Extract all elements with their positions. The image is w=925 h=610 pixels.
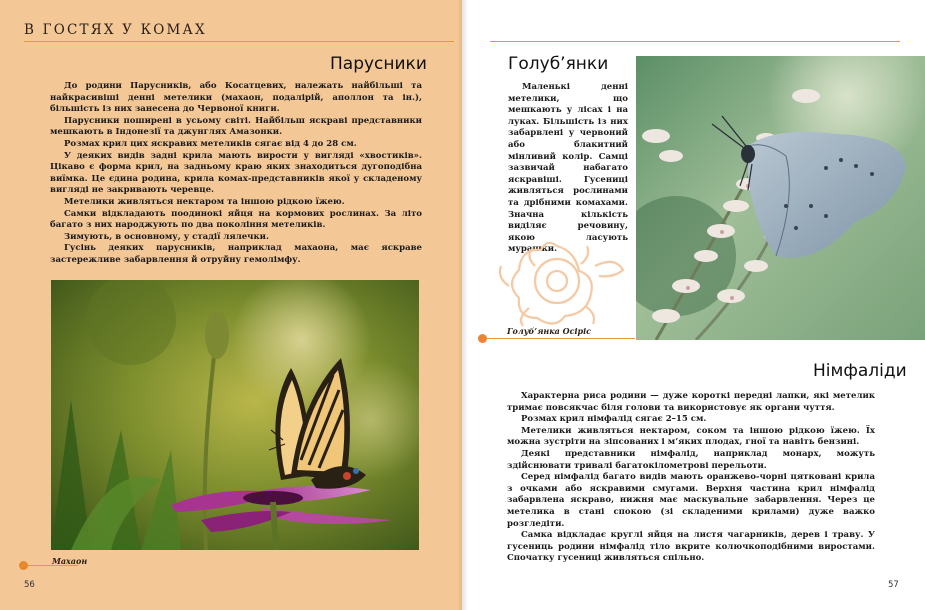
caption-bullet-icon	[19, 561, 28, 570]
holubianka-caption: Голуб’янка Осіріс	[507, 326, 592, 336]
paragraph: Розмах крил цих яскравих метеликів сягає від 4 до 28 см.	[64, 138, 357, 149]
machaon-caption: Махаон	[52, 556, 88, 566]
paragraph: До родини Парусників, або Косатцевих, належать найбільші та найкрасивіші денні метелики (махаон, подалірій, аполлон та ін.), більшість із них занесена до Червоної книги.	[50, 81, 422, 115]
parusnyky-text	[50, 81, 422, 267]
paragraph: Маленькі денні метелики, що мешкають у лісах і на луках. Більшість із них забарвлені у червоний або блакитний мінливий колір. Самці зазвичай набагато яскравіші. Гусениці живляться рослинами та дрібними комахами. Значна кількість виділяє речовину, якою ласують мурашки.	[508, 82, 628, 255]
book-spine	[458, 0, 468, 610]
paragraph: У деяких видів задні крила мають вирости у вигляді «хвостиків». Цікаво є форма крил, на задньому краю яких знаходиться дугоподібна виїмка. Це єдина родина, крила комах-представників якої у складеному вигляді не закривають черевце.	[50, 150, 422, 196]
paragraph: Серед німфалід багато видів мають оранжево-чорні цятковані крила з очками або яскравими смугами. Верхня частина крил німфалід забарвлена яскраво, нижня має маскувальне забарвлення. Через це метелика в стані спокою (зі складеними крилами) дуже важко розгледіти.	[507, 472, 875, 529]
page-number-left: 56	[24, 580, 35, 590]
header-rule-right	[490, 41, 900, 42]
section-title-holubianky: Голуб’янки	[508, 54, 609, 74]
paragraph: Метелики живляться нектаром, соком та іншою рідкою їжею. Їх можна зустріти на зіпсованих і м’яких плодах, гної та навіть бензині.	[507, 425, 875, 448]
paragraph: Гусінь деяких парусників, наприклад махаона, має яскраве застережливе забарвлення й отруйну гемолімфу.	[50, 243, 422, 265]
paragraph: Самка відкладає круглі яйця на листя чагарників, дерев і траву. У гусениць родини німфалід тіло вкрите колючкоподібними виростами. Спочатку гусениці живляться спільно.	[507, 530, 875, 564]
nimfalidy-text	[507, 391, 875, 565]
chapter-header: В ГОСТЯХ У КОМАХ	[24, 22, 207, 38]
paragraph: Зимують, в основному, у стадії лялечки.	[64, 231, 269, 242]
paragraph: Деякі представники німфалід, наприклад монарх, можуть здійснювати тривалі багатокілометрові перельоти.	[507, 448, 875, 471]
paragraph: Самки відкладають поодинокі яйця на кормових рослинах. За літо багато з них народжують по два покоління метеликів.	[50, 208, 422, 231]
machaon-photo	[51, 280, 419, 550]
paragraph: Метелики живляться нектаром та іншою рідкою їжею.	[64, 196, 345, 207]
section-title-nimfalidy: Німфаліди	[813, 361, 907, 381]
paragraph: Характерна риса родини — дуже короткі передні лапки, які метелик тримає повсякчас біля голови та використовує як органи чуття.	[507, 391, 875, 413]
paragraph: Парусники поширені в усьому світі. Найбільш яскраві представники мешкають в Індонезії та джунглях Амазонки.	[50, 115, 422, 138]
section-title-parusnyky: Парусники	[330, 54, 427, 74]
decorative-flower-icon	[495, 226, 630, 336]
page-number-right: 57	[888, 580, 899, 590]
header-rule	[24, 41, 454, 42]
paragraph: Розмах крил німфалід сягає 2–15 см.	[521, 414, 707, 425]
caption-bullet-icon	[478, 334, 487, 343]
caption-rule-right	[487, 338, 635, 339]
holubianka-photo	[636, 56, 925, 340]
